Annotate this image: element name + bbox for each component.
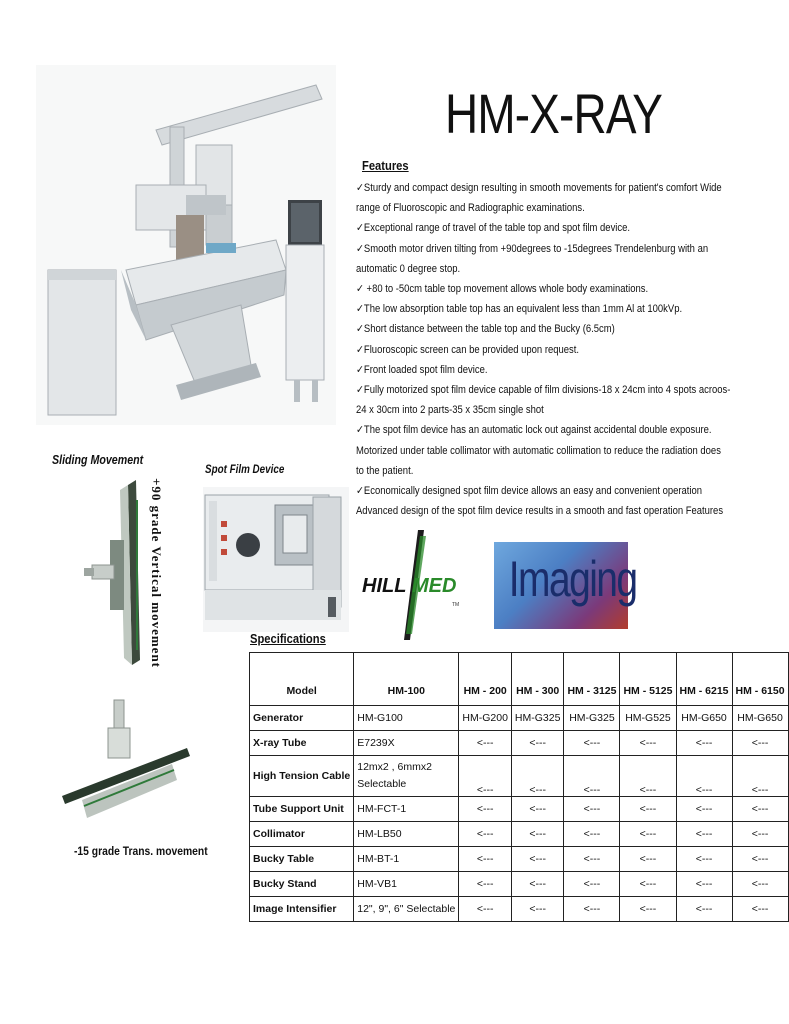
table-cell: <--- xyxy=(564,756,620,797)
table-cell: <--- xyxy=(511,897,564,922)
hillmed-logo xyxy=(360,530,472,640)
table-cell: <--- xyxy=(459,897,512,922)
column-header: HM - 200 xyxy=(459,653,512,706)
table-cell: <--- xyxy=(676,872,732,897)
row-header: High Tension Cable xyxy=(250,756,354,797)
table-cell: <--- xyxy=(620,847,676,872)
column-header: HM - 6150 xyxy=(732,653,788,706)
table-cell: <--- xyxy=(564,822,620,847)
table-cell: <--- xyxy=(511,847,564,872)
table-cell: <--- xyxy=(732,897,788,922)
table-cell: <--- xyxy=(732,731,788,756)
row-header: Collimator xyxy=(250,822,354,847)
table-cell: <--- xyxy=(676,822,732,847)
table-cell: <--- xyxy=(511,731,564,756)
feature-line: automatic 0 degree stop. xyxy=(356,262,461,275)
imaging-logo-text: Imaging xyxy=(508,551,637,607)
table-cell: <--- xyxy=(564,897,620,922)
feature-line: ✓Economically designed spot film device allows an easy and convenient operation xyxy=(356,485,703,498)
column-header: HM - 5125 xyxy=(620,653,676,706)
table-cell: <--- xyxy=(620,897,676,922)
table-cell: <--- xyxy=(676,731,732,756)
table-cell: <--- xyxy=(459,756,512,797)
table-cell: 12", 9", 6" Selectable xyxy=(354,897,459,922)
table-cell: HM-G325 xyxy=(564,706,620,731)
table-row xyxy=(250,706,789,731)
feature-line: ✓Front loaded spot film device. xyxy=(356,363,488,376)
table-cell: HM-G525 xyxy=(620,706,676,731)
table-row xyxy=(250,756,789,797)
specifications-table xyxy=(249,652,789,922)
table-cell: <--- xyxy=(459,822,512,847)
sliding-movement-label: Sliding Movement xyxy=(52,452,144,467)
feature-line: ✓Short distance between the table top and the Bucky (6.5cm) xyxy=(356,323,615,336)
tilted-table-illustration xyxy=(62,700,192,825)
vertical-movement-label: +90 grade Vertical movement xyxy=(149,478,164,669)
table-cell: <--- xyxy=(732,872,788,897)
xray-machine-photo xyxy=(36,65,336,425)
features-heading: Features xyxy=(362,158,409,173)
table-cell: <--- xyxy=(732,822,788,847)
table-cell: HM-G650 xyxy=(732,706,788,731)
row-header: Tube Support Unit xyxy=(250,797,354,822)
feature-line: ✓ +80 to -50cm table top movement allows whole body examinations. xyxy=(356,283,649,296)
table-cell: <--- xyxy=(676,797,732,822)
table-cell: <--- xyxy=(511,756,564,797)
hillmed-logo-tm: TM xyxy=(452,602,460,608)
row-header: X-ray Tube xyxy=(250,731,354,756)
feature-line: Motorized under table collimator with automatic collimation to reduce the radiation does xyxy=(356,444,721,457)
feature-line: ✓Sturdy and compact design resulting in smooth movements for patient's comfort Wide xyxy=(356,182,722,194)
feature-line: range of Fluoroscopic and Radiographic examinations. xyxy=(356,202,585,215)
table-cell: <--- xyxy=(620,822,676,847)
table-cell: <--- xyxy=(511,872,564,897)
table-cell: <--- xyxy=(564,731,620,756)
table-cell: <--- xyxy=(459,872,512,897)
table-cell: <--- xyxy=(620,756,676,797)
table-row xyxy=(250,872,789,897)
hillmed-logo-hill: HILL xyxy=(362,575,407,597)
table-cell: HM-BT-1 xyxy=(354,847,459,872)
row-header: Bucky Stand xyxy=(250,872,354,897)
feature-line: Advanced design of the spot film device results in a smooth and fast operation Features xyxy=(356,505,724,518)
table-cell: HM-G100 xyxy=(354,706,459,731)
table-cell: <--- xyxy=(564,797,620,822)
table-row xyxy=(250,731,789,756)
features-list xyxy=(356,178,762,521)
table-header-row xyxy=(250,653,789,706)
vertical-table-illustration xyxy=(80,480,150,665)
table-cell: E7239X xyxy=(354,731,459,756)
feature-line: to the patient. xyxy=(356,464,414,477)
column-header: HM - 3125 xyxy=(564,653,620,706)
table-cell: HM-VB1 xyxy=(354,872,459,897)
table-cell: 12mx2 , 6mmx2 Selectable xyxy=(354,756,459,797)
table-cell: <--- xyxy=(459,731,512,756)
table-cell: HM-FCT-1 xyxy=(354,797,459,822)
table-cell: HM-G650 xyxy=(676,706,732,731)
table-row xyxy=(250,797,789,822)
row-header: Image Intensifier xyxy=(250,897,354,922)
column-header: Model xyxy=(250,653,354,706)
hillmed-logo-med: MED xyxy=(412,575,457,597)
spot-film-device-illustration xyxy=(203,487,349,632)
table-cell: <--- xyxy=(676,897,732,922)
table-cell: HM-G325 xyxy=(511,706,564,731)
specifications-heading: Specifications xyxy=(250,631,326,646)
table-cell: HM-G200 xyxy=(459,706,512,731)
column-header: HM - 300 xyxy=(511,653,564,706)
table-cell: <--- xyxy=(564,872,620,897)
feature-line: ✓Fluoroscopic screen can be provided upon request. xyxy=(356,343,580,356)
table-cell: <--- xyxy=(676,847,732,872)
feature-line: 24 x 30cm into 2 parts-35 x 35cm single shot xyxy=(356,404,544,417)
table-row xyxy=(250,897,789,922)
feature-line: ✓The low absorption table top has an equivalent less than 1mm Al at 100kVp. xyxy=(356,303,683,316)
table-row xyxy=(250,847,789,872)
feature-line: ✓Fully motorized spot film device capable of film divisions-18 x 24cm into 4 spots acroos- xyxy=(356,384,731,397)
column-header: HM-100 xyxy=(354,653,459,706)
table-row xyxy=(250,822,789,847)
feature-line: ✓Exceptional range of travel of the table top and spot film device. xyxy=(356,222,631,235)
table-cell: <--- xyxy=(459,797,512,822)
row-header: Bucky Table xyxy=(250,847,354,872)
spot-film-device-label: Spot Film Device xyxy=(205,462,285,476)
feature-line: ✓The spot film device has an automatic lock out against accidental double exposure. xyxy=(356,424,712,437)
table-cell: <--- xyxy=(676,756,732,797)
table-cell: <--- xyxy=(511,797,564,822)
table-cell: <--- xyxy=(732,797,788,822)
row-header: Generator xyxy=(250,706,354,731)
table-cell: <--- xyxy=(732,756,788,797)
table-cell: HM-LB50 xyxy=(354,822,459,847)
column-header: HM - 6215 xyxy=(676,653,732,706)
page-title: HM-X-RAY xyxy=(445,82,663,145)
table-cell: <--- xyxy=(620,731,676,756)
table-cell: <--- xyxy=(620,872,676,897)
table-cell: <--- xyxy=(620,797,676,822)
feature-line: ✓Smooth motor driven tilting from +90degrees to -15degrees Trendelenburg with an xyxy=(356,242,709,255)
trans-movement-label: -15 grade Trans. movement xyxy=(74,844,208,858)
table-cell: <--- xyxy=(564,847,620,872)
table-cell: <--- xyxy=(511,822,564,847)
imaging-logo xyxy=(494,542,637,629)
table-cell: <--- xyxy=(732,847,788,872)
table-cell: <--- xyxy=(459,847,512,872)
